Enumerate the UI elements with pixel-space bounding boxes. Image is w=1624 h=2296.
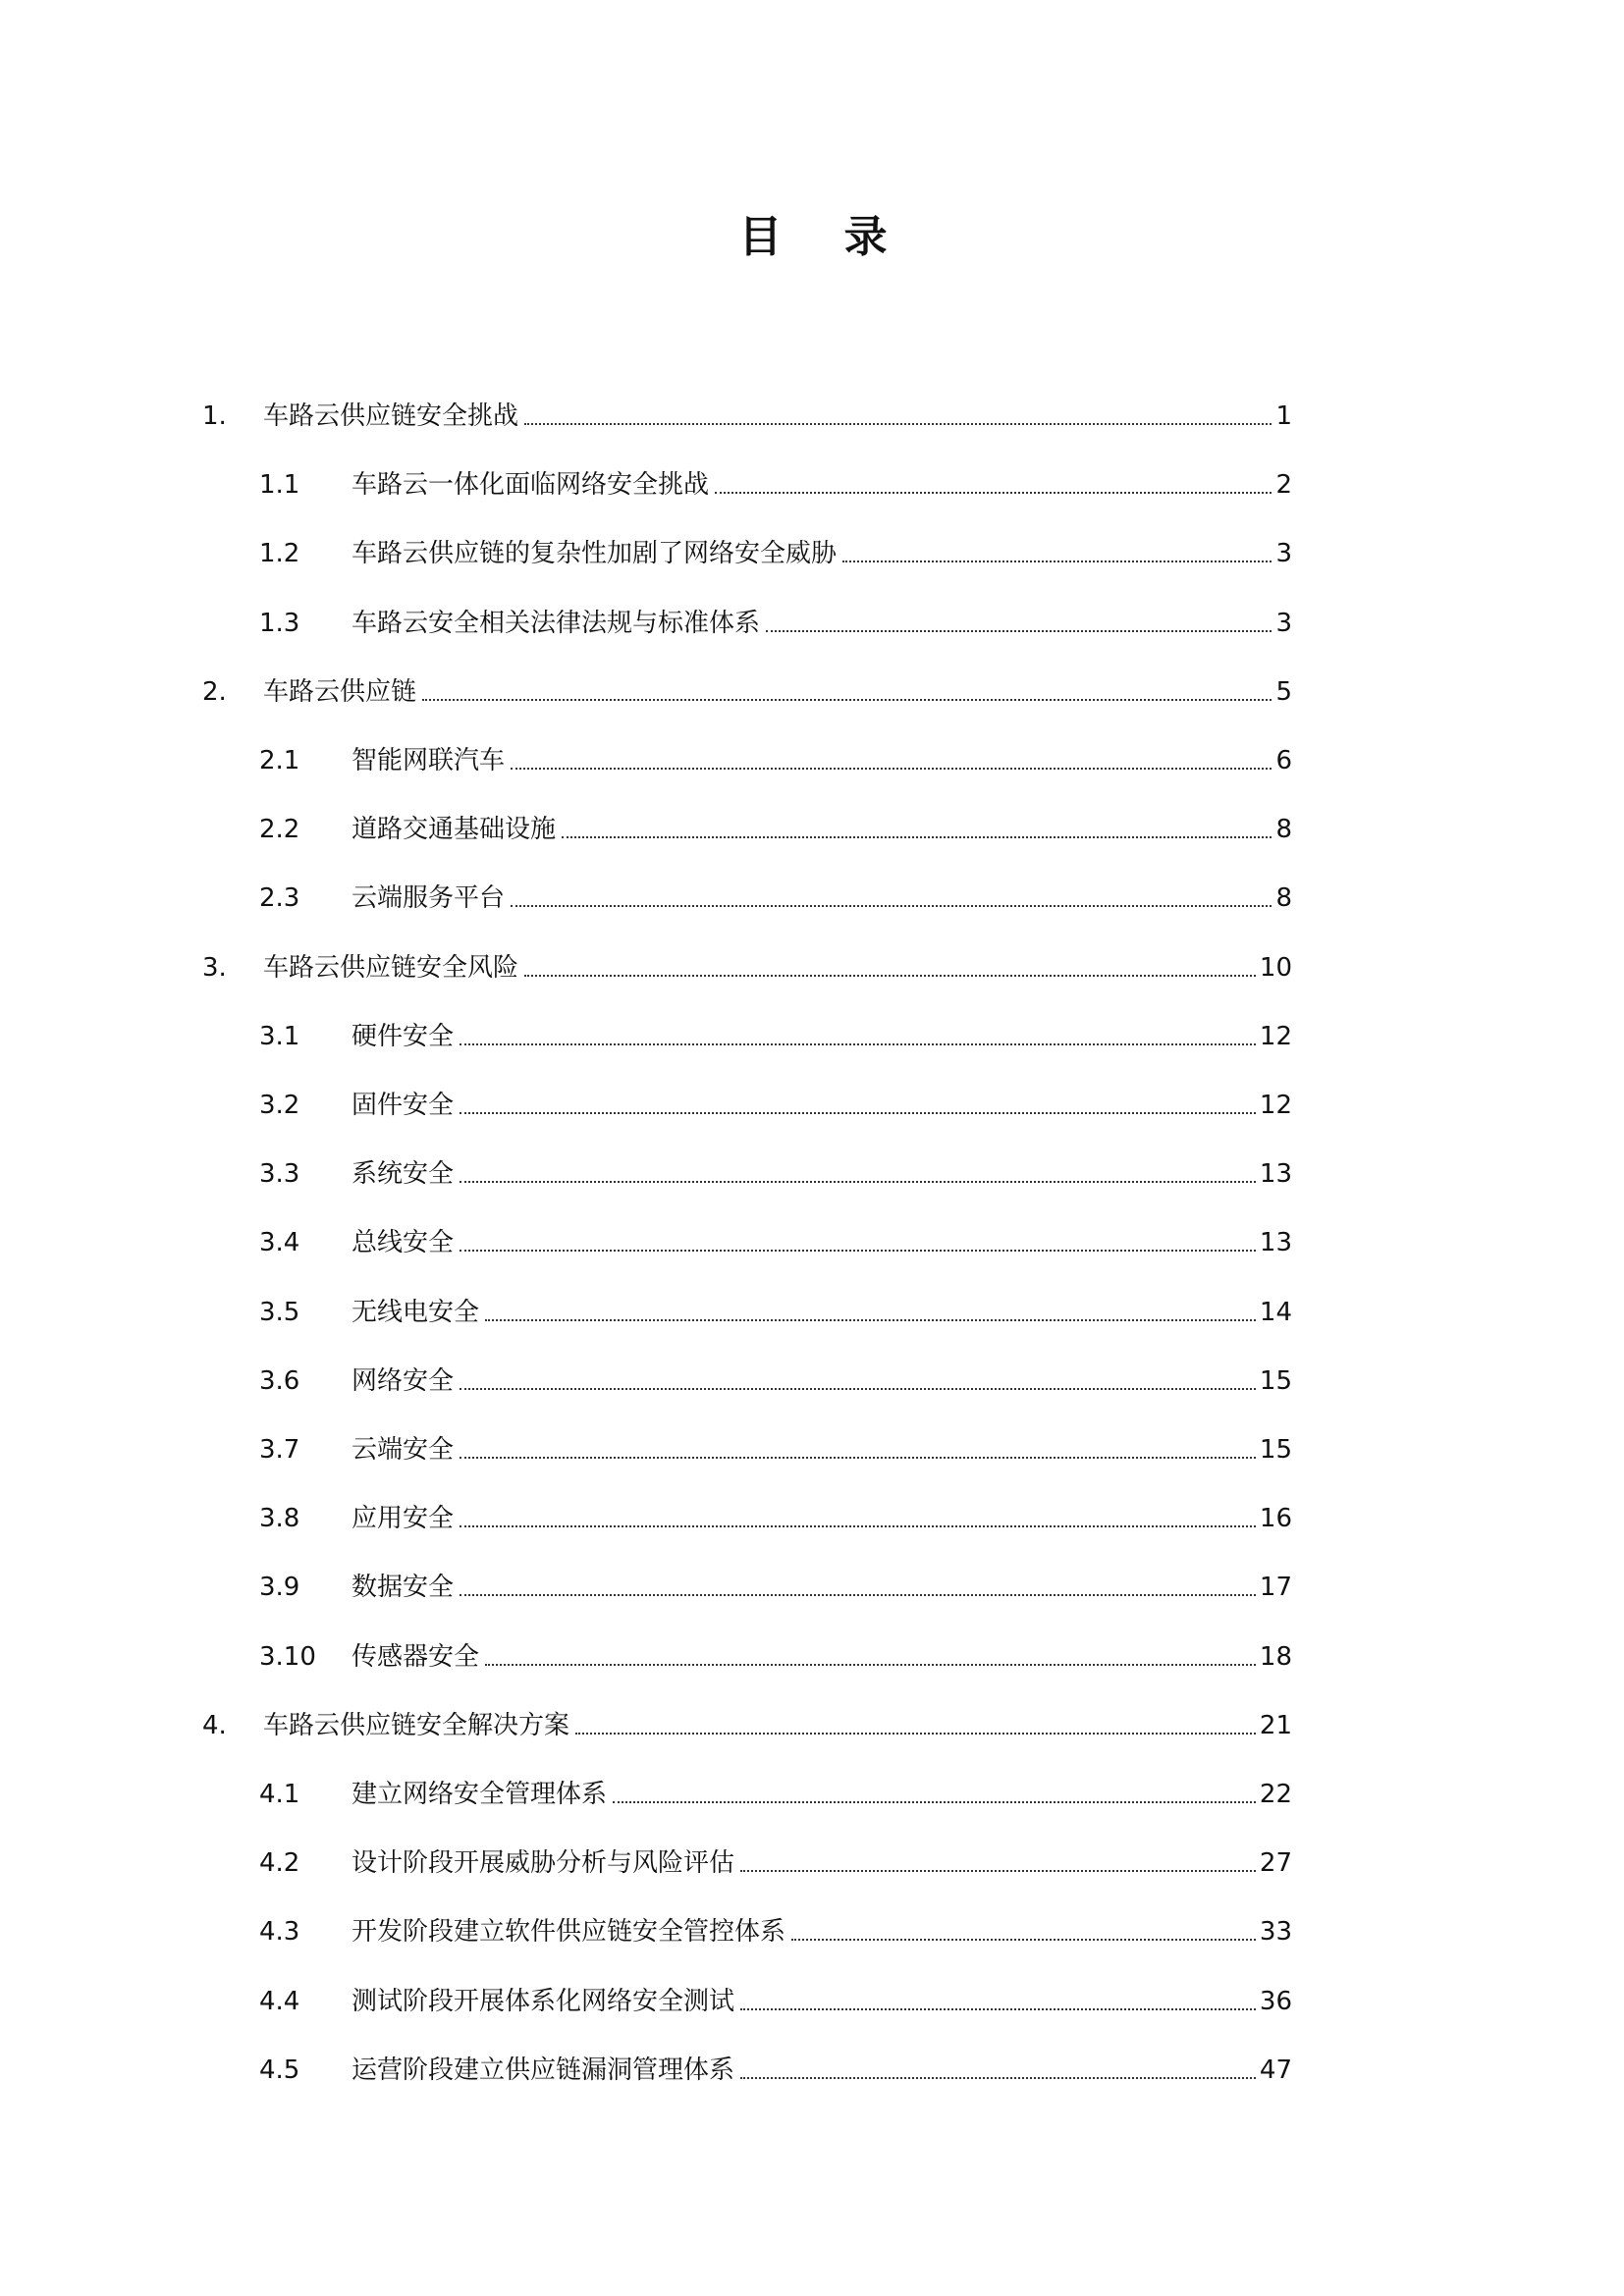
toc-entry-label: 车路云供应链的复杂性加剧了网络安全威胁 [352,539,838,568]
toc-entry-number: 4.4 [259,1987,300,2016]
toc-dot-leader [460,1112,1256,1114]
toc-entry-number: 1. [202,401,227,431]
toc-dot-leader [715,492,1272,494]
toc-entry-number: 3.1 [259,1022,300,1051]
toc-entry-label: 车路云安全相关法律法规与标准体系 [352,609,761,638]
toc-entry-page-number: 33 [1259,1917,1292,1947]
toc-entry-label: 无线电安全 [352,1298,480,1327]
toc-entry[interactable] [259,1013,1292,1052]
toc-entry[interactable] [259,1771,1292,1810]
toc-entry-page-number: 27 [1259,1848,1292,1878]
toc-dot-leader [511,768,1272,770]
toc-entry-number: 3.10 [259,1642,316,1672]
toc-entry[interactable] [259,1426,1292,1466]
toc-entry[interactable] [259,1358,1292,1397]
toc-entry-number: 1.1 [259,470,300,500]
toc-entry-number: 2. [202,677,227,707]
toc-dot-leader [460,1043,1256,1045]
toc-entry[interactable] [259,2047,1292,2086]
toc-entry-page-number: 10 [1259,953,1292,983]
toc-entry-number: 3.4 [259,1228,300,1257]
toc-entry-label: 测试阶段开展体系化网络安全测试 [352,1987,735,2016]
toc-entry-number: 4. [202,1711,227,1740]
toc-entry-page-number: 36 [1259,1987,1292,2016]
toc-dot-leader [422,699,1272,701]
toc-entry-number: 4.5 [259,2056,300,2085]
toc-entry-label: 云端安全 [352,1435,455,1465]
toc-entry-number: 3. [202,953,227,983]
toc-entry-number: 3.8 [259,1504,300,1533]
toc-entry-label: 系统安全 [352,1159,455,1189]
toc-entry[interactable] [259,1633,1292,1673]
toc-entry-number: 4.2 [259,1848,300,1878]
toc-entry-number: 3.3 [259,1159,300,1189]
toc-entry-label: 运营阶段建立供应链漏洞管理体系 [352,2056,735,2085]
toc-dot-leader [562,836,1272,838]
toc-entry-number: 3.6 [259,1366,300,1396]
toc-dot-leader [511,905,1272,907]
toc-dot-leader [460,1181,1256,1183]
toc-entry-page-number: 15 [1259,1366,1292,1396]
toc-entry-label: 道路交通基础设施 [352,815,557,844]
toc-dot-leader [740,1870,1256,1872]
toc-entry-label: 开发阶段建立软件供应链安全管控体系 [352,1917,786,1947]
toc-entry-label: 应用安全 [352,1504,455,1533]
toc-entry-page-number: 3 [1275,609,1292,638]
toc-dot-leader [460,1594,1256,1596]
toc-dot-leader [524,423,1272,425]
toc-entry[interactable] [259,1082,1292,1121]
toc-entry[interactable] [259,600,1292,639]
toc-entry-label: 传感器安全 [352,1642,480,1672]
toc-dot-leader [842,561,1272,562]
toc-dot-leader [791,1939,1256,1941]
toc-entry-number: 3.5 [259,1298,300,1327]
toc-entry[interactable] [259,1564,1292,1603]
toc-entry[interactable] [202,668,1292,708]
page-title: 目 录 [738,212,911,262]
toc-entry-page-number: 5 [1275,677,1292,707]
toc-entry-number: 2.3 [259,883,300,913]
toc-entry-page-number: 2 [1275,470,1292,500]
toc-entry-label: 设计阶段开展威胁分析与风险评估 [352,1848,735,1878]
toc-entry-number: 4.3 [259,1917,300,1947]
toc-entry[interactable] [259,1495,1292,1534]
toc-entry-number: 1.3 [259,609,300,638]
toc-dot-leader [575,1733,1256,1735]
toc-entry-label: 云端服务平台 [352,883,506,913]
toc-entry-label: 车路云一体化面临网络安全挑战 [352,470,710,500]
toc-entry-number: 3.2 [259,1091,300,1120]
toc-entry-page-number: 13 [1259,1159,1292,1189]
toc-entry-page-number: 1 [1275,401,1292,431]
toc-entry-page-number: 3 [1275,539,1292,568]
toc-entry-label: 车路云供应链安全风险 [263,953,519,983]
toc-entry[interactable] [259,1840,1292,1879]
toc-entry[interactable] [202,1702,1292,1741]
toc-entry[interactable] [259,1289,1292,1328]
toc-entry-number: 2.2 [259,815,300,844]
toc-entry[interactable] [259,806,1292,845]
toc-entry-number: 2.1 [259,746,300,775]
toc-entry[interactable] [202,944,1292,984]
toc-dot-leader [460,1525,1256,1527]
toc-entry-number: 1.2 [259,539,300,568]
toc-entry-page-number: 12 [1259,1091,1292,1120]
toc-entry-page-number: 21 [1259,1711,1292,1740]
toc-dot-leader [613,1801,1256,1803]
toc-entry-page-number: 17 [1259,1573,1292,1602]
toc-dot-leader [485,1664,1256,1666]
toc-entry-label: 固件安全 [352,1091,455,1120]
toc-entry-label: 建立网络安全管理体系 [352,1780,608,1809]
toc-dot-leader [740,2008,1256,2010]
toc-entry[interactable] [202,393,1292,432]
toc-entry-label: 总线安全 [352,1228,455,1257]
toc-entry-number: 3.7 [259,1435,300,1465]
toc-dot-leader [524,975,1256,977]
toc-entry-page-number: 8 [1275,883,1292,913]
toc-dot-leader [740,2077,1256,2079]
toc-dot-leader [460,1250,1256,1252]
toc-entry[interactable] [259,875,1292,914]
toc-entry-page-number: 12 [1259,1022,1292,1051]
toc-entry-label: 车路云供应链安全挑战 [263,401,519,431]
toc-dot-leader [460,1457,1256,1459]
toc-entry[interactable] [259,1219,1292,1258]
toc-entry-page-number: 15 [1259,1435,1292,1465]
toc-entry-number: 4.1 [259,1780,300,1809]
toc-dot-leader [766,630,1272,632]
toc-entry[interactable] [259,1978,1292,2017]
toc-entry-page-number: 14 [1259,1298,1292,1327]
toc-entry-page-number: 18 [1259,1642,1292,1672]
toc-entry-label: 车路云供应链安全解决方案 [263,1711,570,1740]
toc-entry[interactable] [259,461,1292,501]
toc-entry-label: 智能网联汽车 [352,746,506,775]
toc-entry-page-number: 13 [1259,1228,1292,1257]
toc-entry[interactable] [259,530,1292,569]
toc-dot-leader [485,1319,1256,1321]
toc-entry-label: 数据安全 [352,1573,455,1602]
toc-entry-page-number: 47 [1259,2056,1292,2085]
toc-entry[interactable] [259,1908,1292,1948]
toc-entry-page-number: 16 [1259,1504,1292,1533]
toc-entry[interactable] [259,737,1292,776]
toc-entry-label: 网络安全 [352,1366,455,1396]
toc-entry-page-number: 22 [1259,1780,1292,1809]
toc-entry-page-number: 8 [1275,815,1292,844]
toc-entry-label: 硬件安全 [352,1022,455,1051]
toc-dot-leader [460,1388,1256,1390]
toc-entry[interactable] [259,1150,1292,1190]
toc-entry-page-number: 6 [1275,746,1292,775]
toc-entry-label: 车路云供应链 [263,677,417,707]
toc-entry-number: 3.9 [259,1573,300,1602]
